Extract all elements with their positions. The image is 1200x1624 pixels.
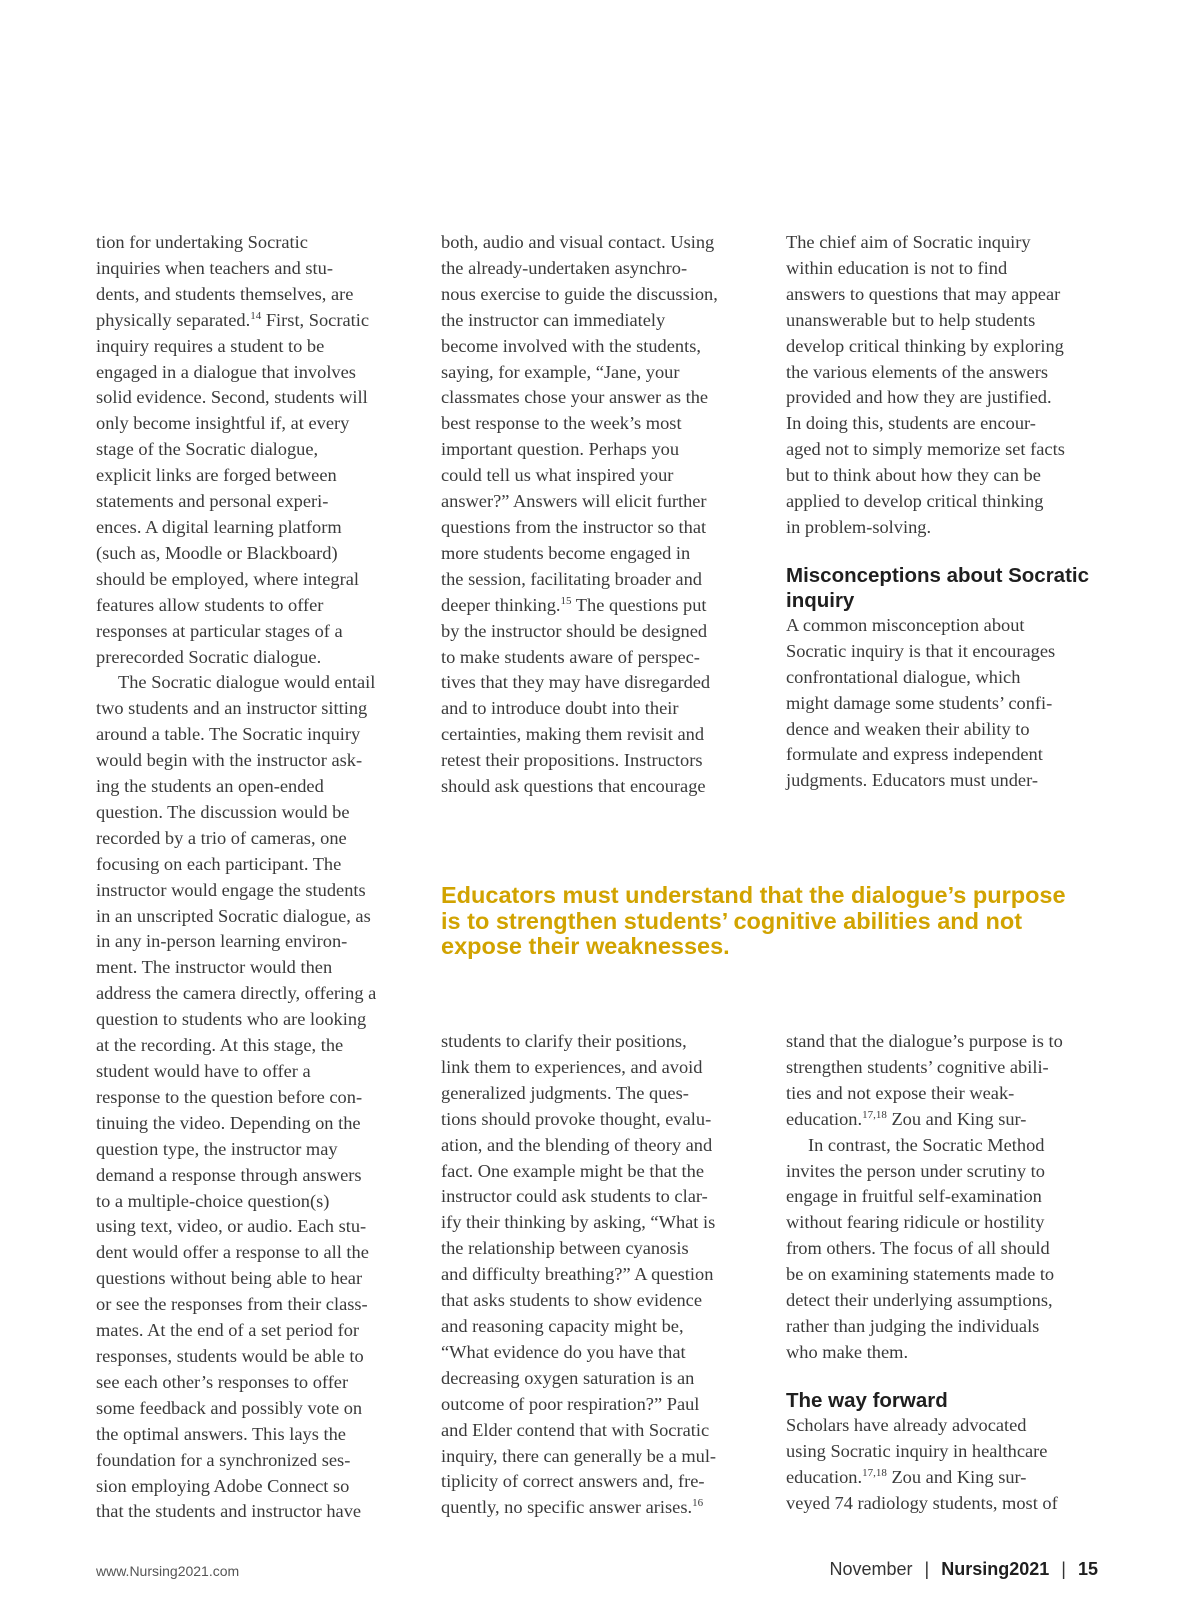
text-line: to make students aware of perspec- bbox=[441, 646, 700, 667]
text-segment: deeper thinking. bbox=[441, 594, 561, 615]
text-line: invites the person under scrutiny to bbox=[786, 1160, 1045, 1181]
text-line: Scholars have already advocated bbox=[786, 1414, 1027, 1435]
text-line: and difficulty breathing?” A question bbox=[441, 1264, 714, 1285]
text-line: the various elements of the answers bbox=[786, 361, 1048, 382]
text-line: responses, students would be able to bbox=[96, 1345, 364, 1366]
text-line bbox=[786, 1107, 1063, 1133]
text-line: classmates chose your answer as the bbox=[441, 387, 709, 408]
text-line: response to the question before con- bbox=[96, 1086, 363, 1107]
text-line: might damage some students’ confi- bbox=[786, 692, 1053, 713]
text-line: ing the students an open-ended bbox=[96, 776, 324, 797]
text-line: stand that the dialogue’s purpose is to bbox=[786, 1031, 1063, 1051]
footer-month: November bbox=[829, 1559, 913, 1579]
text-line: question to students who are looking bbox=[96, 1009, 367, 1030]
text-line: ties and not expose their weak- bbox=[786, 1082, 1015, 1103]
text-line: inquiries when teachers and stu- bbox=[96, 257, 333, 278]
text-line: best response to the week’s most bbox=[441, 413, 682, 434]
text-line: stage of the Socratic dialogue, bbox=[96, 439, 319, 460]
text-line: features allow students to offer bbox=[96, 594, 324, 615]
text-line: without fearing ridicule or hostility bbox=[786, 1212, 1045, 1233]
pull-quote-line: Educators must understand that the dialogue’s purpose bbox=[441, 882, 1066, 908]
text-line: tions should provoke thought, evalu- bbox=[441, 1108, 712, 1129]
text-line: confrontational dialogue, which bbox=[786, 666, 1021, 687]
text-line: unanswerable but to help students bbox=[786, 309, 1036, 330]
text-segment: Zou and King sur- bbox=[886, 1466, 1027, 1487]
text-line: see each other’s responses to offer bbox=[96, 1371, 349, 1392]
text-segment: Zou and King sur- bbox=[886, 1108, 1027, 1129]
text-line: would begin with the instructor ask- bbox=[96, 750, 363, 771]
text-line: tiplicity of correct answers and, fre- bbox=[441, 1471, 705, 1492]
text-line: some feedback and possibly vote on bbox=[96, 1397, 363, 1418]
text-line: the optimal answers. This lays the bbox=[96, 1423, 346, 1444]
text-line: at the recording. At this stage, the bbox=[96, 1035, 344, 1056]
text-line: dents, and students themselves, are bbox=[96, 283, 354, 304]
text-line: and reasoning capacity might be, bbox=[441, 1315, 684, 1336]
text-line: only become insightful if, at every bbox=[96, 413, 350, 434]
text-line: question type, the instructor may bbox=[96, 1138, 338, 1159]
text-line: or see the responses from their class- bbox=[96, 1294, 368, 1315]
text-line: from others. The focus of all should bbox=[786, 1238, 1050, 1259]
text-line: and Elder contend that with Socratic bbox=[441, 1419, 710, 1440]
text-line: within education is not to find bbox=[786, 257, 1008, 278]
pull-quote-line: is to strengthen students’ cognitive abilities and not bbox=[441, 907, 1023, 934]
text-line: aged not to simply memorize set facts bbox=[786, 439, 1065, 460]
text-line: foundation for a synchronized ses- bbox=[96, 1449, 351, 1470]
page-number: 15 bbox=[1077, 1559, 1098, 1579]
reference-superscript: 16 bbox=[692, 1497, 704, 1510]
text-line: inquiry, there can generally be a mul- bbox=[441, 1445, 717, 1466]
text-line: the session, facilitating broader and bbox=[441, 568, 702, 589]
text-line: both, audio and visual contact. Using bbox=[441, 232, 715, 252]
text-line: the relationship between cyanosis bbox=[441, 1238, 689, 1259]
text-line bbox=[441, 1495, 716, 1521]
text-line: the instructor can immediately bbox=[441, 309, 666, 330]
text-line: tives that they may have disregarded bbox=[441, 672, 711, 693]
text-line: dence and weaken their ability to bbox=[786, 718, 1030, 739]
text-segment: education. bbox=[786, 1108, 863, 1129]
section-heading: inquiry bbox=[786, 588, 855, 612]
text-line: nous exercise to guide the discussion, bbox=[441, 283, 718, 304]
text-line: more students become engaged in bbox=[441, 542, 691, 563]
text-segment: education. bbox=[786, 1466, 863, 1487]
text-line: retest their propositions. Instructors bbox=[441, 750, 703, 771]
column-2-bottom bbox=[441, 1029, 716, 1521]
text-line: the already-undertaken asynchro- bbox=[441, 257, 688, 278]
text-line: sion employing Adobe Connect so bbox=[96, 1475, 350, 1496]
text-line: engaged in a dialogue that involves bbox=[96, 361, 356, 382]
text-line: (such as, Moodle or Blackboard) bbox=[96, 542, 338, 563]
text-line: certainties, making them revisit and bbox=[441, 724, 705, 745]
text-line: solid evidence. Second, students will bbox=[96, 387, 368, 408]
text-line: but to think about how they can be bbox=[786, 465, 1041, 486]
text-line: inquiry requires a student to be bbox=[96, 335, 325, 356]
text-line: veyed 74 radiology students, most of bbox=[786, 1492, 1058, 1513]
text-line: mates. At the end of a set period for bbox=[96, 1320, 360, 1341]
footer-separator: | bbox=[1061, 1559, 1066, 1579]
text-line: statements and personal experi- bbox=[96, 491, 329, 512]
text-line: using Socratic inquiry in healthcare bbox=[786, 1440, 1048, 1461]
text-line: prerecorded Socratic dialogue. bbox=[96, 646, 322, 667]
text-line: formulate and express independent bbox=[786, 744, 1043, 765]
column-3-top bbox=[786, 230, 1089, 794]
text-line: in problem-solving. bbox=[786, 516, 932, 537]
text-line: instructor would engage the students bbox=[96, 879, 366, 900]
column-2-top bbox=[441, 230, 718, 800]
text-line: and to introduce doubt into their bbox=[441, 698, 679, 719]
text-line: should be employed, where integral bbox=[96, 568, 360, 589]
text-line: A common misconception about bbox=[786, 614, 1025, 635]
text-line: strengthen students’ cognitive abili- bbox=[786, 1056, 1049, 1077]
text-line: in any in-person learning environ- bbox=[96, 931, 348, 952]
reference-superscript: 14 bbox=[250, 309, 262, 322]
text-line: ment. The instructor would then bbox=[96, 957, 333, 978]
text-line: The chief aim of Socratic inquiry bbox=[786, 232, 1031, 252]
text-segment: quently, no specific answer arises. bbox=[441, 1497, 693, 1518]
text-line: that asks students to show evidence bbox=[441, 1290, 702, 1311]
text-line: address the camera directly, offering a bbox=[96, 983, 377, 1004]
text-line: develop critical thinking by exploring bbox=[786, 335, 1064, 356]
text-line: dent would offer a response to all the bbox=[96, 1242, 369, 1263]
text-line: generalized judgments. The ques- bbox=[441, 1082, 689, 1103]
text-line: In doing this, students are encour- bbox=[786, 413, 1036, 434]
text-line bbox=[96, 308, 376, 334]
column-1 bbox=[96, 230, 376, 1525]
paragraph-gap bbox=[786, 541, 1089, 563]
text-line: fact. One example might be that the bbox=[441, 1160, 704, 1181]
text-line: engage in fruitful self-examination bbox=[786, 1186, 1042, 1207]
text-line: using text, video, or audio. Each stu- bbox=[96, 1216, 367, 1237]
text-line: be on examining statements made to bbox=[786, 1264, 1055, 1285]
text-segment: physically separated. bbox=[96, 309, 251, 330]
text-line: ences. A digital learning platform bbox=[96, 516, 342, 537]
text-line: instructor could ask students to clar- bbox=[441, 1186, 708, 1207]
text-line: detect their underlying assumptions, bbox=[786, 1290, 1053, 1311]
text-line: student would have to offer a bbox=[96, 1061, 311, 1081]
text-line: recorded by a trio of cameras, one bbox=[96, 827, 347, 848]
text-line: “What evidence do you have that bbox=[441, 1341, 686, 1362]
text-line: by the instructor should be designed bbox=[441, 620, 708, 641]
text-line: The Socratic dialogue would entail bbox=[118, 672, 376, 693]
footer-folio bbox=[829, 1559, 1098, 1580]
text-line: Socratic inquiry is that it encourages bbox=[786, 640, 1056, 661]
text-line: link them to experiences, and avoid bbox=[441, 1056, 703, 1077]
text-line: saying, for example, “Jane, your bbox=[441, 361, 680, 382]
text-line: answer?” Answers will elicit further bbox=[441, 491, 707, 512]
footer-separator: | bbox=[924, 1559, 930, 1579]
text-line: tion for undertaking Socratic bbox=[96, 232, 308, 252]
text-line: two students and an instructor sitting bbox=[96, 698, 368, 719]
text-segment: First, Socratic bbox=[261, 309, 370, 330]
text-line: around a table. The Socratic inquiry bbox=[96, 724, 361, 745]
text-line: In contrast, the Socratic Method bbox=[808, 1134, 1045, 1155]
text-line: should ask questions that encourage bbox=[441, 776, 706, 797]
text-line: become involved with the students, bbox=[441, 335, 701, 356]
text-line bbox=[441, 593, 718, 619]
text-segment: The questions put bbox=[571, 594, 707, 615]
text-line: ation, and the blending of theory and bbox=[441, 1134, 713, 1155]
reference-superscript: 17,18 bbox=[862, 1108, 887, 1121]
text-line bbox=[786, 1465, 1063, 1491]
text-line: rather than judging the individuals bbox=[786, 1315, 1040, 1336]
text-line: to a multiple-choice question(s) bbox=[96, 1190, 330, 1211]
section-heading: The way forward bbox=[786, 1388, 948, 1412]
text-line: judgments. Educators must under- bbox=[786, 770, 1038, 791]
text-line: that the students and instructor have bbox=[96, 1501, 362, 1522]
footer-website: www.Nursing2021.com bbox=[96, 1563, 240, 1579]
text-line: students to clarify their positions, bbox=[441, 1031, 687, 1051]
pull-quote-line: expose their weaknesses. bbox=[441, 933, 730, 959]
paragraph-gap bbox=[786, 1366, 1063, 1388]
text-line: demand a response through answers bbox=[96, 1164, 362, 1185]
footer-publication: Nursing2021 bbox=[941, 1559, 1050, 1579]
text-line: who make them. bbox=[786, 1341, 909, 1362]
reference-superscript: 17,18 bbox=[862, 1466, 887, 1479]
text-line: ify their thinking by asking, “What is bbox=[441, 1212, 716, 1233]
text-line: provided and how they are justified. bbox=[786, 387, 1052, 408]
text-line: questions from the instructor so that bbox=[441, 516, 707, 537]
text-line: question. The discussion would be bbox=[96, 801, 350, 822]
column-3-bottom bbox=[786, 1029, 1063, 1516]
text-line: outcome of poor respiration?” Paul bbox=[441, 1393, 700, 1414]
text-line: in an unscripted Socratic dialogue, as bbox=[96, 905, 371, 926]
text-line: tinuing the video. Depending on the bbox=[96, 1112, 361, 1133]
text-line: answers to questions that may appear bbox=[786, 283, 1061, 304]
text-line: applied to develop critical thinking bbox=[786, 491, 1044, 512]
text-line: questions without being able to hear bbox=[96, 1268, 363, 1289]
text-line: explicit links are forged between bbox=[96, 465, 337, 486]
pull-quote bbox=[441, 883, 1121, 960]
text-line: could tell us what inspired your bbox=[441, 465, 674, 486]
text-line: decreasing oxygen saturation is an bbox=[441, 1367, 695, 1388]
text-line: responses at particular stages of a bbox=[96, 620, 343, 641]
text-line: important question. Perhaps you bbox=[441, 439, 680, 460]
text-line: focusing on each participant. The bbox=[96, 853, 342, 874]
reference-superscript: 15 bbox=[560, 594, 572, 607]
section-heading: Misconceptions about Socratic bbox=[786, 563, 1089, 587]
